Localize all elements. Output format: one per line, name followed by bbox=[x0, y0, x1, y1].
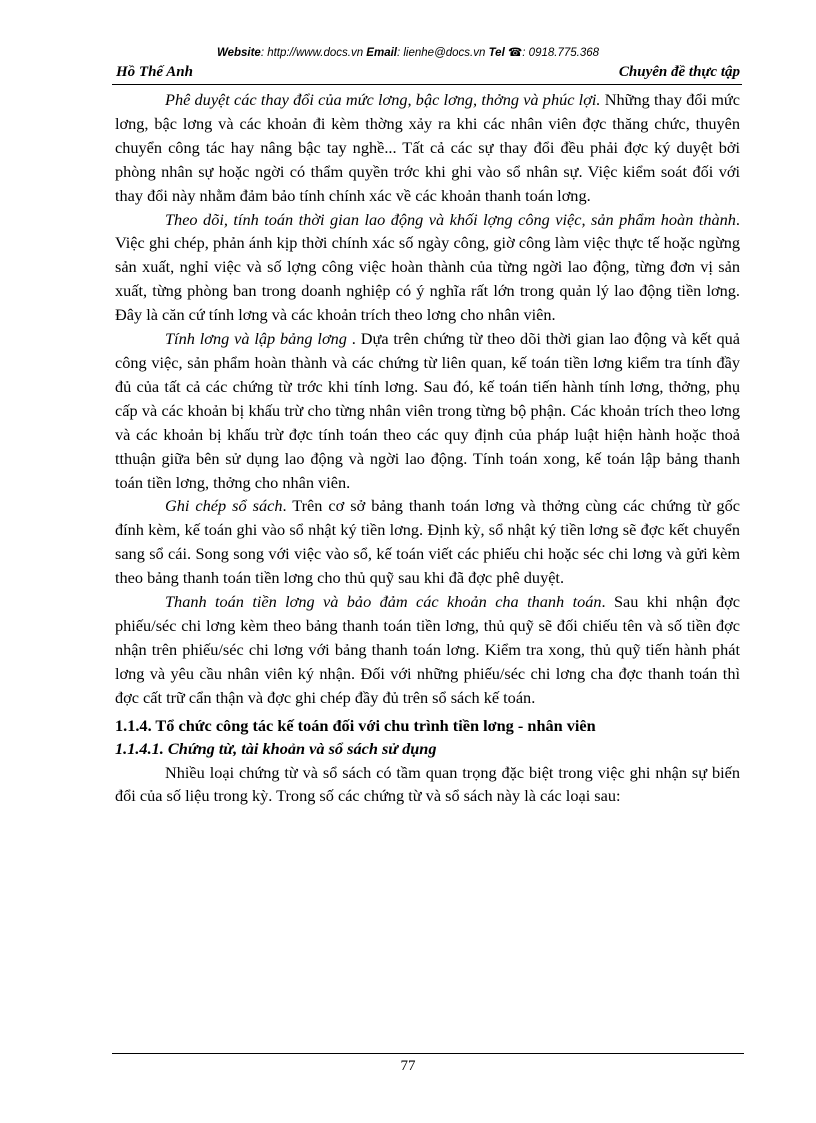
paragraph-payroll bbox=[115, 327, 740, 494]
page-header bbox=[112, 62, 742, 85]
website-label: Website bbox=[216, 47, 261, 59]
email-label: Email bbox=[366, 47, 397, 59]
paragraph-lead: Thanh toán tiền lơng và bảo đảm các khoản cha thanh toán bbox=[165, 592, 602, 612]
document-title: Chuyên đề thực tập bbox=[618, 64, 740, 80]
paragraph-documents: Nhiều loại chứng từ và sổ sách có tầm quan trọng đặc biệt trong việc ghi nhận sự biến đổi của số liệu trong kỳ. Trong số các chứng từ và sổ sách này là các loại sau: bbox=[115, 762, 740, 806]
author-name: Hồ Thế Anh bbox=[116, 64, 193, 80]
paragraph-text: . Sau khi nhận đợc phiếu/séc chi lơng kèm theo bảng thanh toán tiền lơng, thủ quỹ sẽ đối chiếu tên và số tiền đợc nhận trên phiếu/séc chi lơng với bảng thanh toán lơng. Kiểm tra xong, thủ quỹ tiến hành phát lơng và yêu cầu nhân viên ký nhận. Đối với những phiếu/séc chi lơng cha đợc thanh toán thì đợc cất trữ cẩn thận và đợc ghi chép đầy đủ trên sổ sách kế toán. bbox=[115, 592, 740, 707]
paragraph-recording bbox=[115, 494, 740, 590]
tel-label: Tel ☎ bbox=[488, 47, 523, 59]
page-body bbox=[115, 88, 740, 808]
paragraph-text: Những thay đổi mức lơng, bậc lơng và các khoản đi kèm thờng xảy ra khi các nhân viên đợc thăng chức, thuyên chuyển công tác hay nâng bậc tay nghề... Tất cả các sự thay đổi đều phải đợc ký duyệt bởi phòng nhân sự hoặc ngời có thẩm quyền trớc khi ghi vào sổ nhân sự. Việc kiểm soát đối với thay đổi này nhằm đảm bảo tính chính xác về các khoản thanh toán lơng. bbox=[115, 90, 740, 205]
paragraph-lead: Ghi chép sổ sách bbox=[165, 496, 283, 516]
subsection-heading: 1.1.4.1. Chứng từ, tài khoản và sổ sách sử dụng bbox=[115, 739, 437, 759]
paragraph-lead: Tính lơng và lập bảng lơng bbox=[165, 329, 347, 349]
section-heading: 1.1.4. Tổ chức công tác kế toán đối với chu trình tiền lơng - nhân viên bbox=[115, 715, 596, 735]
page-number: 77 bbox=[400, 1058, 416, 1074]
paragraph-payment bbox=[115, 590, 740, 710]
footer-divider bbox=[112, 1053, 744, 1054]
email-address[interactable]: : lienhe@docs.vn bbox=[396, 47, 486, 59]
website-url[interactable]: : http://www.docs.vn bbox=[260, 47, 364, 59]
paragraph-text: . Trên cơ sở bảng thanh toán lơng và thởng cùng các chứng từ gốc đính kèm, kế toán ghi vào sổ nhật ký tiền lơng. Định kỳ, sổ nhật ký tiền lơng sẽ đợc kết chuyển sang sổ cái. Song song với việc vào sổ, kế toán viết các phiếu chi hoặc séc chi lơng và gửi kèm theo bảng thanh toán tiền lơng cho thủ quỹ sau khi đã đợc phê duyệt. bbox=[115, 496, 741, 588]
paragraph-lead: Phê duyệt các thay đổi của mức lơng, bậc lơng, thởng và phúc lợi. bbox=[165, 90, 601, 109]
paragraph-lead: Theo dõi, tính toán thời gian lao động và khối lợng công việc, sản phẩm hoàn thành bbox=[165, 209, 736, 229]
tel-number: : 0918.775.368 bbox=[522, 47, 600, 59]
website-contact-bar bbox=[0, 45, 816, 59]
paragraph-approval bbox=[115, 88, 740, 208]
paragraph-text: . Dựa trên chứng từ theo dõi thời gian lao động và kết quả công việc, sản phẩm hoàn thành và các chứng từ liên quan, kế toán tiền lơng kiểm tra tính đầy đủ của tất cả các chứng từ trớc khi tính lơng. Sau đó, kế toán tiến hành tính lơng, thởng, phụ cấp và các khoản bị khấu trừ cho từng nhân viên trong từng bộ phận. Các khoản trích theo lơng và các khoản bị khấu trừ đợc tính toán theo các quy định của pháp luật hiện hành hoặc thoả tthuận giữa bên sử dụng lao động và ngời lao động. Tính toán xong, kế toán lập bảng thanh toán tiền lơng, thởng cho nhân viên. bbox=[115, 329, 740, 492]
paragraph-tracking bbox=[115, 208, 740, 328]
paragraph-text: . Việc ghi chép, phản ánh kịp thời chính xác số ngày công, giờ công làm việc thực tế hoặc ngừng sản xuất, nghỉ việc và số lợng công việc hoàn thành của từng ngời lao động, từng đơn vị sản xuất, từng phòng ban trong doanh nghiệp có ý nghĩa rất lớn trong quản lý lao động tiền lơng. Đây là căn cứ tính lơng và các khoản trích theo lơng cho nhân viên. bbox=[115, 209, 740, 325]
